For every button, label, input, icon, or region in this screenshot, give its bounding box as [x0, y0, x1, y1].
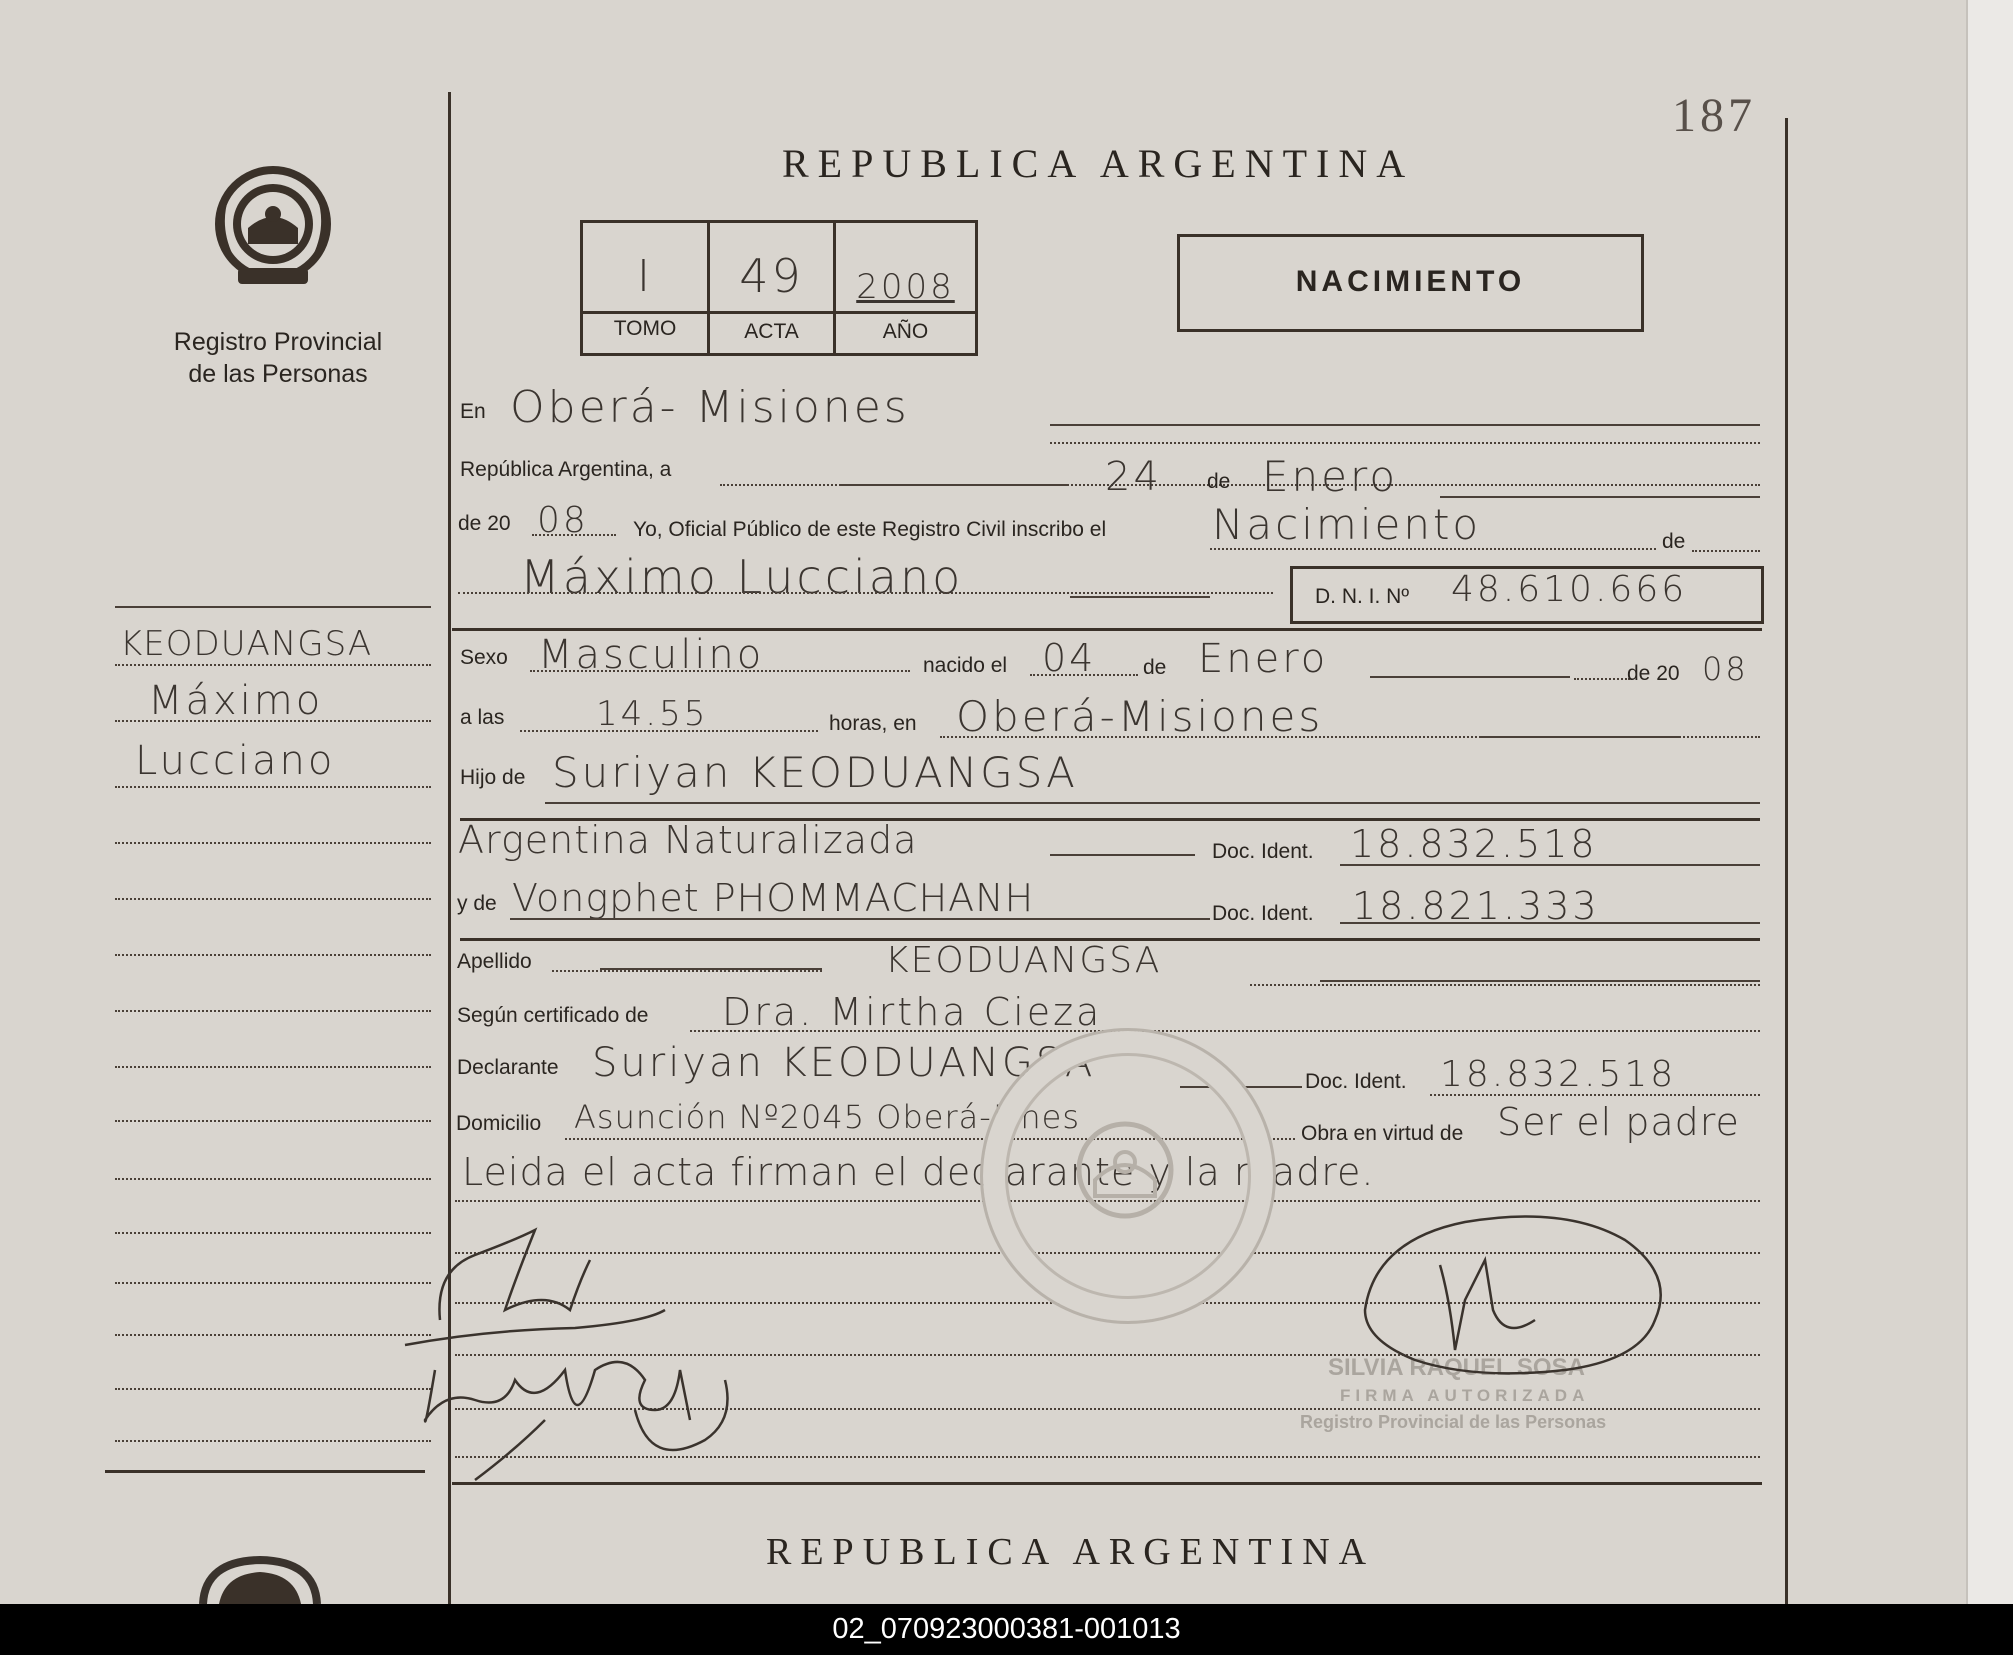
right-margin-rule [1785, 118, 1788, 1604]
stamp-name: SILVIA RAQUEL SOSA [1328, 1354, 1585, 1381]
month-value: Enero [1262, 452, 1399, 501]
hour-value: 14.55 [596, 694, 709, 734]
country-title: REPUBLICA ARGENTINA [782, 141, 1415, 186]
birth-day: 04 [1042, 636, 1097, 680]
hijo-label: Hijo de [460, 766, 526, 789]
declarante-doc: 18.832.518 [1440, 1054, 1677, 1095]
acta-value: 49 [739, 249, 804, 303]
de-label-2: de [1662, 530, 1686, 553]
act-type-label: NACIMIENTO [1295, 265, 1526, 298]
de20-label-2: de 20 [1627, 662, 1680, 685]
declarant-signature [395, 1210, 775, 1490]
birth-year: 08 [1702, 650, 1749, 688]
obra-value: Ser el padre [1497, 1100, 1740, 1144]
next-record-title: REPUBLICA ARGENTINA [766, 1531, 1376, 1573]
segun-value: Dra. Mirtha Cieza [722, 990, 1103, 1034]
ano-value: 2008 [856, 267, 955, 307]
official-seal-emblem-icon [1065, 1110, 1185, 1230]
dni-box [1290, 566, 1764, 624]
de20-label-1: de 20 [458, 512, 511, 535]
doc-label-3: Doc. Ident. [1305, 1070, 1407, 1093]
declarante-label: Declarante [457, 1056, 559, 1079]
mother-nationality: Argentina Naturalizada [458, 818, 918, 862]
birth-month: Enero [1198, 636, 1329, 682]
inscribe-value: Nacimiento [1212, 500, 1482, 549]
domicilio-label: Domicilio [456, 1112, 542, 1135]
ano-label: AÑO [882, 320, 929, 343]
sidebar-second-name: Lucciano [135, 738, 336, 784]
birth-place: Oberá-Misiones [956, 692, 1324, 741]
stamp-role: FIRMA AUTORIZADA [1340, 1386, 1590, 1405]
obra-label: Obra en virtud de [1301, 1122, 1464, 1145]
sidebar-first-name: Máximo [148, 678, 324, 724]
page-number: 187 [1672, 89, 1756, 142]
sexo-label: Sexo [460, 646, 508, 669]
horas-label: horas, en [829, 712, 917, 735]
de-label-1: de [1207, 470, 1231, 493]
image-id-footer: 02_070923000381-001013 [0, 1604, 2013, 1655]
domicilio-value: Asunción Nº2045 Oberá-Mnes [574, 1098, 1081, 1136]
alas-label: a las [460, 706, 505, 729]
en-value: Oberá- Misiones [510, 382, 910, 433]
dni-label: D. N. I. Nº [1315, 585, 1410, 608]
closing-statement: Leida el acta firman el declarante y la madre. [462, 1150, 1375, 1194]
sexo-value: Masculino [538, 632, 765, 678]
en-label: En [460, 400, 486, 423]
segun-label: Según certificado de [457, 1004, 649, 1027]
province-seal-icon [208, 156, 338, 296]
registry-name-line1: Registro Provincial [173, 328, 383, 356]
record-number-box [580, 220, 978, 356]
mother-name: Suriyan KEODUANGSA [552, 748, 1078, 797]
day-value: 24 [1105, 454, 1162, 500]
father-name: Vongphet PHOMMACHANH [512, 876, 1035, 920]
nacido-label: nacido el [923, 654, 1008, 677]
acta-label: ACTA [744, 320, 799, 343]
apellido-value: KEODUANGSA [885, 940, 1162, 981]
act-type-box [1177, 234, 1644, 332]
year-value: 08 [537, 500, 589, 541]
dni-value: 48.610.666 [1451, 569, 1688, 610]
republica-label: República Argentina, a [460, 458, 672, 481]
official-signature [1355, 1200, 1675, 1400]
yde-label: y de [457, 892, 497, 915]
doc-label-2: Doc. Ident. [1212, 902, 1314, 925]
page-edge [1966, 0, 2013, 1604]
tomo-label: TOMO [613, 317, 677, 340]
sidebar-surname: KEODUANGSA [120, 624, 373, 664]
doc-label-1: Doc. Ident. [1212, 840, 1314, 863]
stamp-org: Registro Provincial de las Personas [1300, 1412, 1607, 1432]
mother-doc: 18.832.518 [1350, 822, 1598, 866]
child-name: Máximo Lucciano [520, 550, 964, 604]
father-doc: 18.821.333 [1352, 884, 1600, 928]
yo-label: Yo, Oficial Público de este Registro Civil inscribo el [633, 518, 1107, 541]
de-label-3: de [1143, 656, 1167, 679]
registry-name-line2: de las Personas [188, 360, 368, 388]
next-record-seal-icon [195, 1556, 325, 1604]
declarante-value: Suriyan KEODUANGSA [592, 1040, 1096, 1086]
tomo-value: I [637, 251, 653, 302]
apellido-label: Apellido [457, 950, 532, 973]
